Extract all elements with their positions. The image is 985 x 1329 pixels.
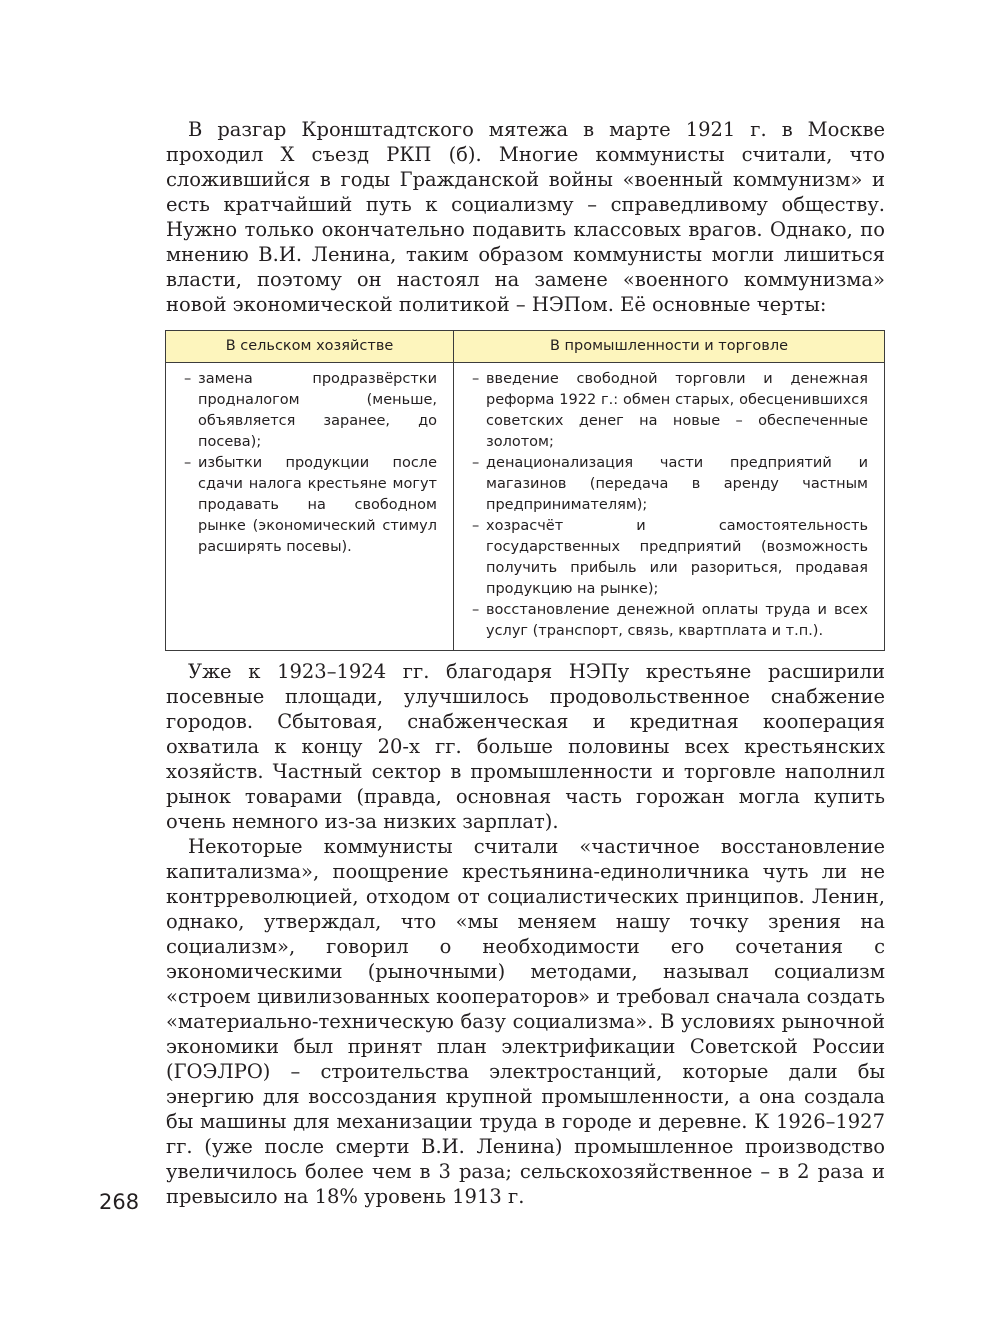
body-text <box>166 659 885 1209</box>
list-item: – избытки продукции после сдачи налога крестьяне могут продавать на свободном рынке (экономический стимул расширять посевы). <box>180 453 437 558</box>
page-number: 268 <box>99 1190 140 1214</box>
nep-features-table <box>165 330 885 651</box>
industry-list <box>468 369 868 642</box>
intro-text <box>166 117 885 317</box>
list-item: – восстановление денежной оплаты труда и всех услуг (транспорт, связь, квартплата и т.п.). <box>468 600 868 642</box>
paragraph-lenin-socialism: Некоторые коммунисты считали «частичное восстановление капитализма», поощрение крестьянина-единоличника чуть ли не контрреволюцией, отходом от социалистических принципов. Ленин, однако, утверждал, что «мы меняем нашу точку зрения на социализм», говорил о необходимости его сочетания с экономическими (рыночными) методами, называл социализм «строем цивилизованных кооператоров» и требовал сначала создать «материально-техническую базу социализма». В условиях рыночной экономики был принят план электрификации Советской России (ГОЭЛРО) – строительства электростанций, которые дали бы энергию для воссоздания крупной промышленности, а она создала бы машины для механизации труда в городе и деревне. К 1926–1927 гг. (уже после смерти В.И. Ленина) промышленное производство увеличилось более чем в 3 раза; сельскохозяйственное – в 2 раза и превысило на 18% уровень 1913 г. <box>166 835 885 1208</box>
agriculture-list <box>180 369 437 558</box>
table-row <box>166 363 885 651</box>
industry-cell <box>454 363 885 651</box>
table-header-row <box>166 331 885 363</box>
agriculture-cell <box>166 363 454 651</box>
paragraph-nep-results: Уже к 1923–1924 гг. благодаря НЭПу крестьяне расширили посевные площади, улучшилось продовольственное снабжение городов. Сбытовая, снабженческая и кредитная кооперация охватила к концу 20-х гг. больше половины всех крестьянских хозяйств. Частный сектор в промышленности и торговле наполнил рынок товарами (правда, основная часть горожан могла купить очень немного из-за низких зарплат). <box>166 660 885 833</box>
list-item: – денационализация части предприятий и магазинов (передача в аренду частным предпринимателям); <box>468 453 868 516</box>
header-industry-trade: В промышленности и торговле <box>454 331 885 363</box>
header-agriculture: В сельском хозяйстве <box>166 331 454 363</box>
list-item: – замена продразвёрстки продналогом (меньше, объявляется заранее, до посева); <box>180 369 437 453</box>
list-item: – введение свободной торговли и денежная реформа 1922 г.: обмен старых, обесценившихся советских денег на новые – обеспеченные золотом; <box>468 369 868 453</box>
list-item: – хозрасчёт и самостоятельность государственных предприятий (возможность получить прибыль или разориться, продавая продукцию на рынке); <box>468 516 868 600</box>
intro-paragraph: В разгар Кронштадтского мятежа в марте 1921 г. в Москве проходил X съезд РКП (б). Многие коммунисты считали, что сложившийся в годы Гражданской войны «военный коммунизм» и есть кратчайший путь к социализму – справедливому обществу. Нужно только окончательно подавить классовых врагов. Однако, по мнению В.И. Ленина, таким образом коммунисты могли лишиться власти, поэтому он настоял на замене «военного коммунизма» новой экономической политикой – НЭПом. Её основные черты: <box>166 118 885 316</box>
